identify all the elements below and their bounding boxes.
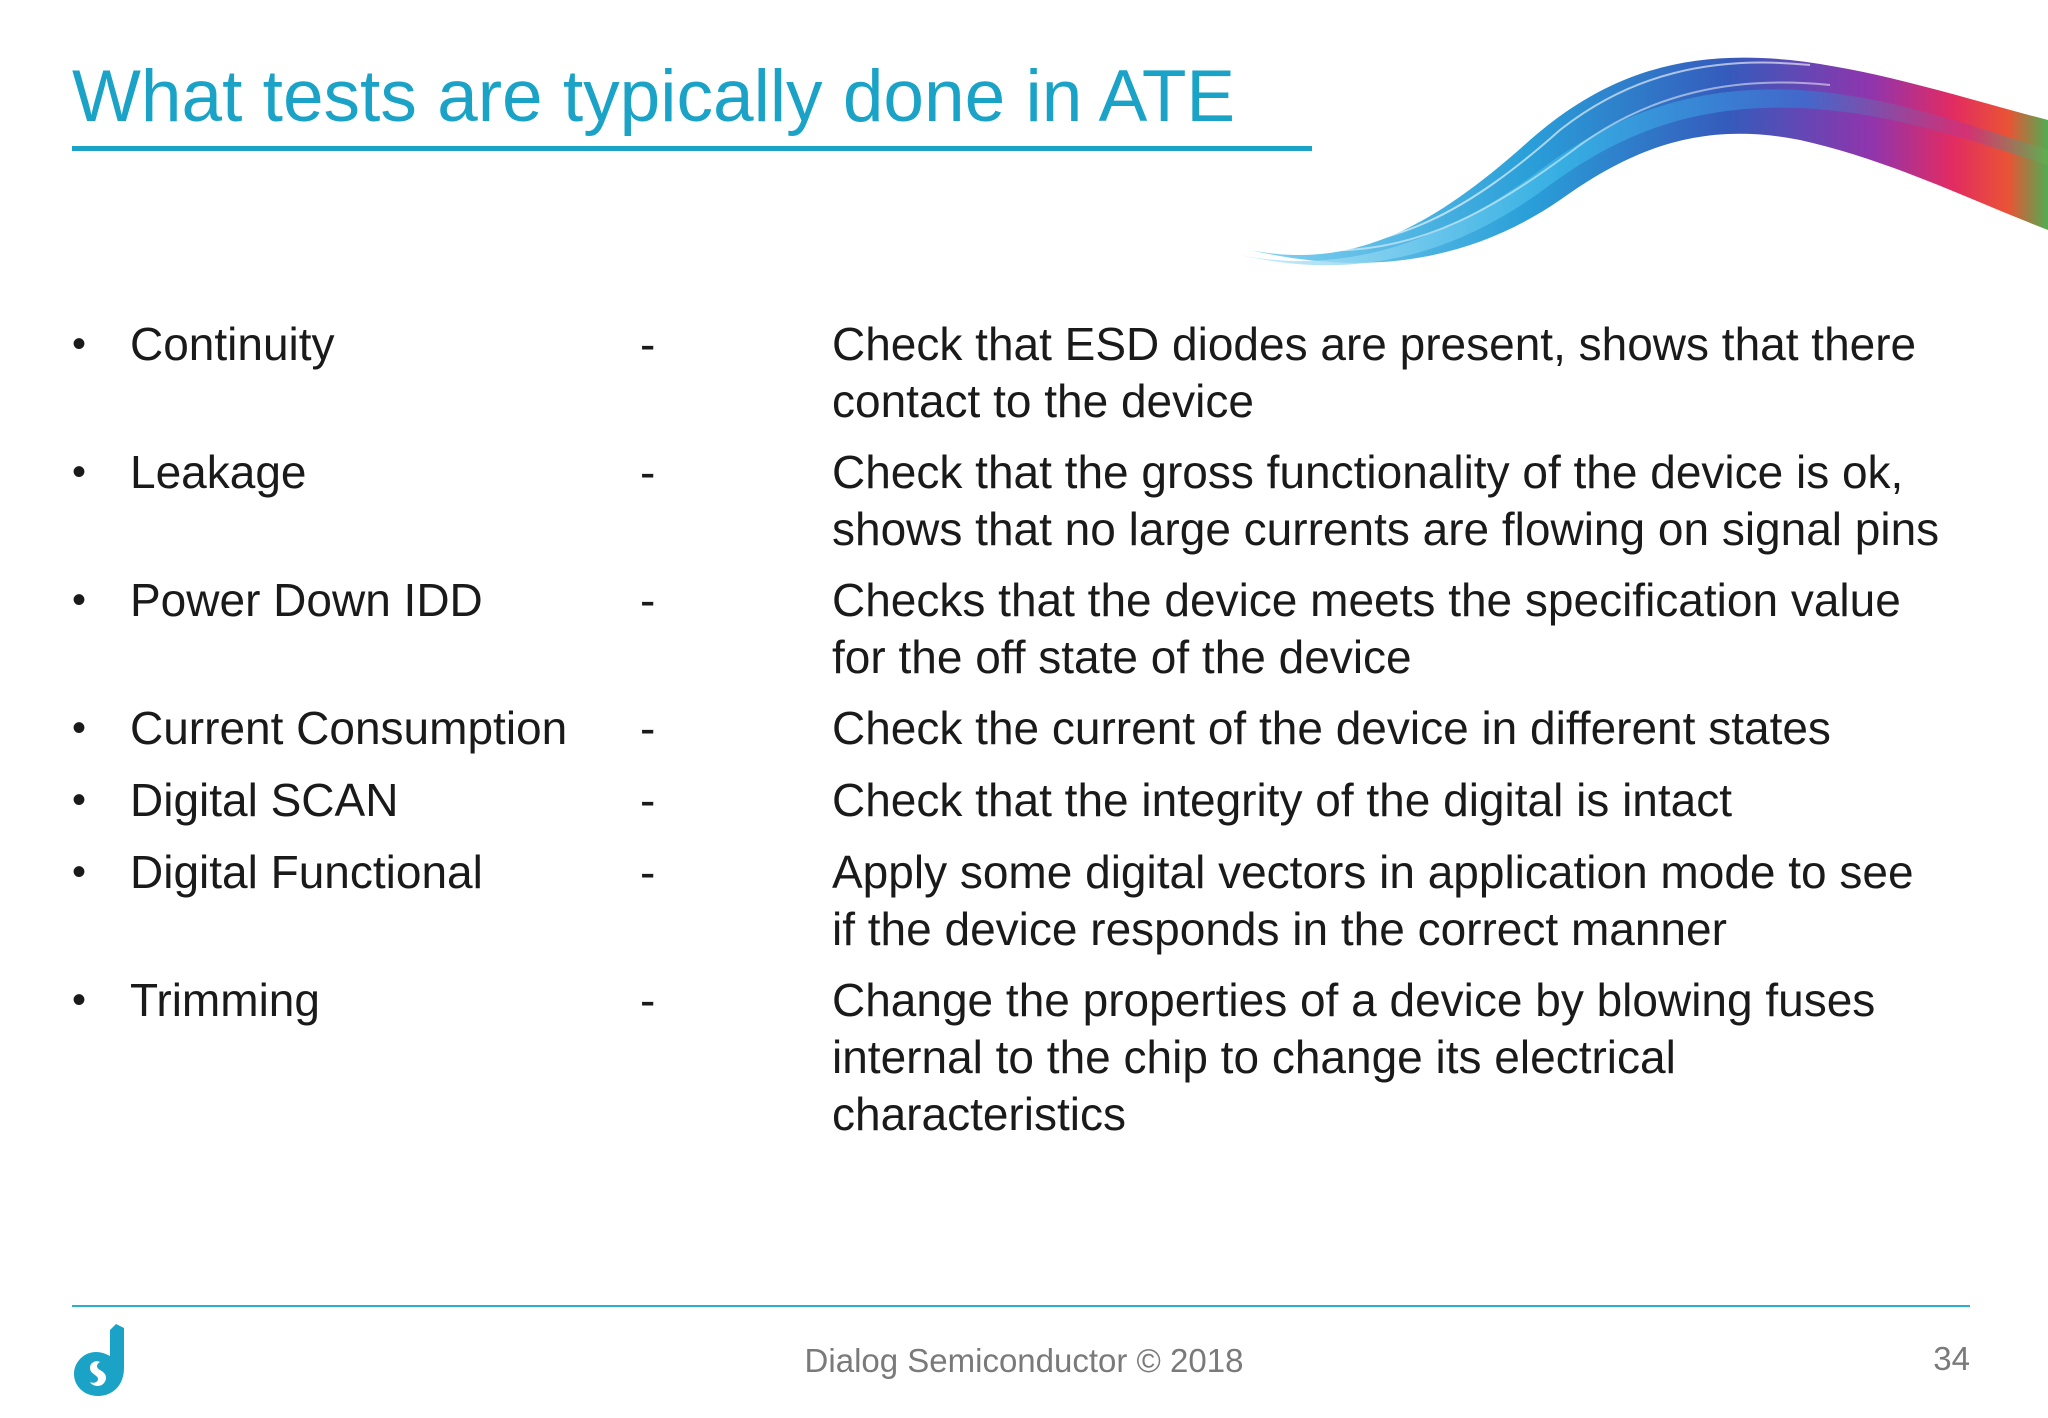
bullet: • [72,578,87,622]
test-name: Digital SCAN [130,774,399,826]
list-item [72,316,1992,430]
slide-title: What tests are typically done in ATE [72,56,1236,137]
description-line: Check that the gross functionality of the device is ok, [832,446,1904,498]
description-line: shows that no large currents are flowing on signal pins [832,503,1940,555]
description-line: internal to the chip to change its electrical [832,1031,1676,1083]
title-underline [72,146,1312,151]
separator-dash: - [640,846,656,898]
description-line: for the off state of the device [832,631,1412,683]
footer-divider [72,1305,1970,1307]
list-item [72,844,1992,958]
description-line: Apply some digital vectors in application mode to see [832,846,1914,898]
description-line: Check that the integrity of the digital is intact [832,774,1733,826]
bullet: • [72,778,87,822]
ribbon-swoosh-decoration [1230,30,2048,290]
test-description [832,444,2022,558]
description-line: contact to the device [832,375,1254,427]
separator-dash: - [640,318,656,370]
description-line: Check the current of the device in different states [832,702,1831,754]
test-name: Continuity [130,318,335,370]
bullet: • [72,850,87,894]
test-name: Trimming [130,974,320,1026]
separator-dash: - [640,974,656,1026]
separator-dash: - [640,574,656,626]
description-line: Change the properties of a device by blowing fuses [832,974,1876,1026]
bullet: • [72,450,87,494]
test-list [72,316,1992,1143]
test-name: Current Consumption [130,702,568,754]
test-description [832,316,2022,430]
list-item [72,700,1992,757]
bullet: • [72,706,87,750]
description-line: Checks that the device meets the specification value [832,574,1901,626]
bullet: • [72,322,87,366]
test-description [832,844,2022,958]
description-line: Check that ESD diodes are present, shows that there [832,318,1917,370]
description-line: characteristics [832,1088,1126,1140]
test-name: Leakage [130,446,307,498]
separator-dash: - [640,774,656,826]
test-description [832,572,2022,686]
test-name: Digital Functional [130,846,483,898]
list-item [72,972,1992,1143]
test-description [832,700,2022,757]
description-line: if the device responds in the correct manner [832,903,1727,955]
list-item [72,572,1992,686]
page-number: 34 [1933,1340,1970,1377]
separator-dash: - [640,702,656,754]
test-name: Power Down IDD [130,574,483,626]
list-item [72,444,1992,558]
bullet: • [72,978,87,1022]
separator-dash: - [640,446,656,498]
footer-copyright: Dialog Semiconductor © 2018 [804,1342,1244,1379]
test-description [832,972,2022,1143]
test-description [832,772,2022,829]
list-item [72,772,1992,829]
